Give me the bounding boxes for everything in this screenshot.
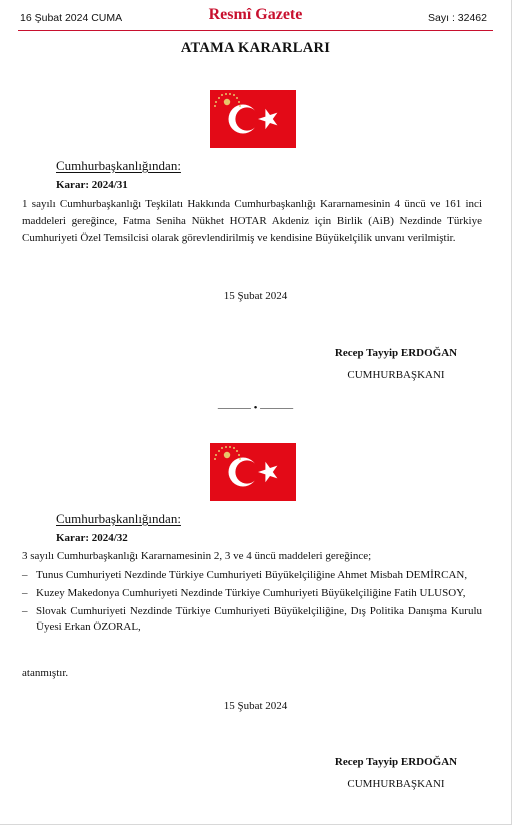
gazette-title: Resmî Gazete [208, 6, 303, 23]
decision-2-signer: Recep Tayyip ERDOĞAN [334, 756, 458, 768]
appointment-text: Tunus Cumhuriyeti Nezdinde Türkiye Cumhuriyeti Büyükelçiliğine Ahmet Misbah DEMİRCAN, [36, 569, 468, 581]
appointment-list [22, 567, 482, 637]
decision-2-closing: atanmıştır. [22, 667, 69, 679]
turkish-flag-emblem [210, 443, 296, 501]
list-item: – Tunus Cumhuriyeti Nezdinde Türkiye Cumhuriyeti Büyükelçiliğine Ahmet Misbah DEMİRCAN, [22, 569, 468, 581]
header-divider [18, 30, 493, 31]
decision-1-issuer: Cumhurbaşkanlığından: [56, 158, 181, 173]
list-item: – Slovak Cumhuriyeti Nezdinde Türkiye Cumhuriyeti Büyükelçiliğine, Dış Politika Danışma Kurulu Üyesi Erkan ÖZORAL, [22, 605, 482, 633]
decision-2-intro: 3 sayılı Cumhurbaşkanlığı Kararnamesinin 2, 3 ve 4 üncü maddeleri gereğince; [22, 550, 372, 562]
document-title: ATAMA KARARLARI [180, 40, 331, 56]
issue-number: Sayı : 32462 [428, 12, 487, 24]
decision-1-signer-title: CUMHURBAŞKANI [347, 369, 445, 381]
decision-1-date: 15 Şubat 2024 [223, 290, 288, 302]
decision-1-body: 1 sayılı Cumhurbaşkanlığı Teşkilatı Hakkında Cumhurbaşkanlığı Kararnamesinin 4 üncü ve 161 inci maddeleri gereğince, Fatma Seniha Nükhet HOTAR Akdeniz için Birlik (AiB) Nezdinde Türkiye Cumhuriyeti Özel Temsilcisi olarak görevlendirilmiş ve kendisine Büyükelçilik unvanı verilmiştir. [22, 198, 482, 244]
decision-2-date: 15 Şubat 2024 [223, 700, 288, 712]
appointment-text: Slovak Cumhuriyeti Nezdinde Türkiye Cumhuriyeti Büyükelçiliğine, Dış Politika Danışma Kurulu Üyesi Erkan ÖZORAL, [36, 605, 482, 633]
list-item: – Kuzey Makedonya Cumhuriyeti Nezdinde Türkiye Cumhuriyeti Büyükelçiliğine Fatih ULUSOY, [22, 587, 466, 599]
decision-2-number: Karar: 2024/32 [56, 532, 128, 544]
decision-2-issuer: Cumhurbaşkanlığından: [56, 511, 181, 526]
decision-1-signer: Recep Tayyip ERDOĞAN [334, 347, 458, 359]
issue-date: 16 Şubat 2024 CUMA [20, 12, 123, 24]
turkish-flag-emblem [210, 90, 296, 148]
decision-1-number: Karar: 2024/31 [56, 179, 128, 191]
appointment-text: Kuzey Makedonya Cumhuriyeti Nezdinde Türkiye Cumhuriyeti Büyükelçiliğine Fatih ULUSOY, [36, 587, 466, 599]
decision-2-signer-title: CUMHURBAŞKANI [347, 778, 445, 790]
section-separator: ——— • ——— [217, 402, 294, 414]
gazette-header [0, 0, 511, 36]
